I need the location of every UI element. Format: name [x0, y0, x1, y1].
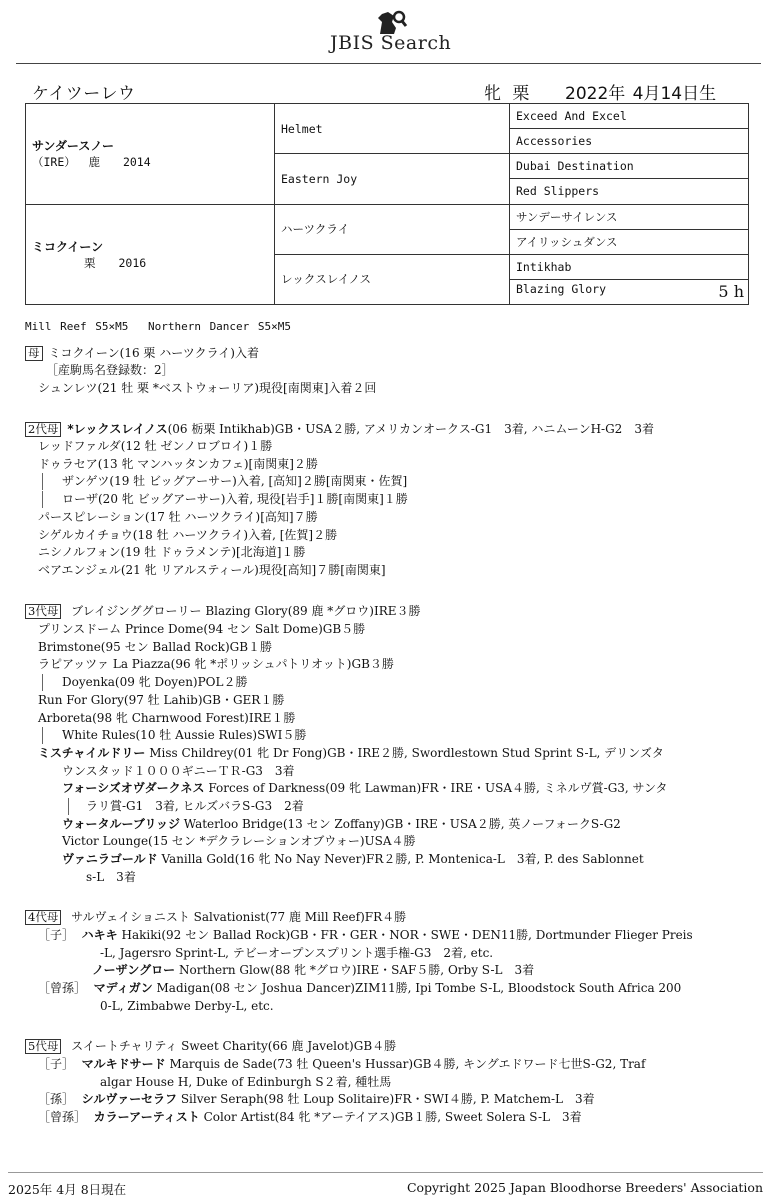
hybrid-coefficient: 5 h [718, 282, 744, 302]
gen3-victor-lounge[interactable]: Victor Lounge(15 セン *デクラレーションオブウォー)USA４勝 [62, 834, 416, 848]
gen2-dam-name[interactable]: *レックスレイノス [67, 422, 168, 436]
gen3-waterloo-bridge [62, 816, 621, 833]
gen4-kind-child: ［子］ [38, 928, 75, 942]
gen2-line-4[interactable]: ローザ(20 牝 ビッグアーサー)入着, 現役[岩手]１勝[南関東]１勝 [62, 492, 408, 506]
sire-detail: （IRE） 鹿 2014 [32, 155, 151, 170]
pedigree-g3-1[interactable]: Exceed And Excel [510, 104, 749, 129]
gen3-line-5[interactable]: Run For Glory(97 牡 Lahib)GB・GER１勝 [38, 693, 285, 707]
pedigree-sire-sire[interactable]: Helmet [275, 104, 510, 154]
dam-line-1[interactable]: ミコクイーン(16 栗 ハーツクライ)入着 [48, 346, 259, 360]
fd-detail: Forces of Darkness(09 牝 Lawman)FR・IRE・USA４勝, ミネルヴ賞-G3, サンタ [204, 781, 668, 795]
pedigree-g3-2[interactable]: Accessories [510, 129, 749, 154]
footer-date: 2025年 4月 8日現在 [8, 1182, 127, 1197]
ss-name[interactable]: シルヴァーセラフ [81, 1092, 177, 1106]
gen5-kind-grandchild: ［孫］ [38, 1092, 75, 1106]
wb-name[interactable]: ウォータルーブリッジ [62, 817, 180, 831]
lineage-bar [42, 491, 43, 508]
gen5-ms-cont: algar House H, Duke of Edinburgh S２着, 種牡馬 [100, 1075, 392, 1089]
dam-line-2: ［産駒馬名登録数：2］ [46, 363, 174, 377]
lineage-bar [42, 727, 43, 744]
gen4-northern-glow [92, 962, 534, 979]
pedigree-g3-4[interactable]: Red Slippers [510, 179, 749, 204]
gen5-kind-child: ［子］ [38, 1057, 75, 1071]
hk-name[interactable]: ハキキ [81, 928, 118, 942]
logo-jbis: JBIS [330, 32, 375, 54]
gen2-head [25, 421, 654, 438]
logo-search: Search [380, 32, 452, 54]
ca-name[interactable]: カラーアーティスト [93, 1110, 200, 1124]
footer-divider [8, 1172, 763, 1173]
md-name[interactable]: マディガン [93, 981, 153, 995]
gen4-hakiki [38, 927, 693, 944]
gen5-tag: 5代母 [25, 1039, 61, 1054]
wb-detail: Waterloo Bridge(13 セン Zoffany)GB・IRE・USA２勝, 英ノーフォークS-G2 [179, 817, 621, 831]
mc-detail: Miss Childrey(01 牝 Dr Fong)GB・IRE２勝, Swordlestown Stud Sprint S-L, デリンズタ [145, 746, 664, 760]
horse-name: ケイツーレウ [32, 84, 136, 104]
gen4-kind-greatgrandchild: ［曾孫］ [38, 981, 87, 995]
pedigree-table [25, 103, 749, 305]
gen3-forces-of-darkness [62, 780, 667, 797]
pedigree-dam-sire[interactable]: ハーツクライ [275, 204, 510, 254]
header-divider [16, 63, 761, 64]
gen2-line-1[interactable]: レッドファルダ(12 牡 ゼンノロブロイ)１勝 [38, 439, 273, 453]
fd-name[interactable]: フォーシズオヴダークネス [62, 781, 205, 795]
gen3-dam[interactable]: ブレイジンググローリー Blazing Glory(89 鹿 *グロウ)IRE３勝 [71, 604, 421, 618]
gen3-line-6[interactable]: Arboreta(98 牝 Charnwood Forest)IRE１勝 [38, 711, 296, 725]
gen4-tag: 4代母 [25, 910, 61, 925]
vg-detail: Vanilla Gold(16 牝 No Nay Never)FR２勝, P. Montenica-L 3着, P. des Sablonnet [157, 852, 644, 866]
gen3-line-2[interactable]: Brimstone(95 セン Ballad Rock)GB１勝 [38, 640, 273, 654]
gen4-md-cont: 0-L, Zimbabwe Derby-L, etc. [100, 999, 274, 1013]
ng-detail: Northern Glow(88 牝 *グロウ)IRE・SAF５勝, Orby S-L 3着 [175, 963, 535, 977]
gen3-line-4[interactable]: Doyenka(09 牝 Doyen)POL２勝 [62, 675, 248, 689]
gen5-color-artist [38, 1109, 582, 1126]
gen3-miss-childrey [38, 745, 664, 762]
vg-name[interactable]: ヴァニラゴールド [62, 852, 158, 866]
dam-section-head [25, 345, 259, 362]
pedigree-sire [26, 104, 275, 205]
dam-detail: 栗 2016 [84, 255, 147, 270]
hk-detail: Hakiki(92 セン Ballad Rock)GB・FR・GER・NOR・SWE・DEN11勝, Dortmunder Flieger Preis [117, 928, 693, 942]
gen2-line-2[interactable]: ドゥラセア(13 牝 マンハッタンカフェ)[南関東]２勝 [38, 457, 318, 471]
gen2-line-5[interactable]: パースピレーション(17 牡 ハーツクライ)[高知]７勝 [38, 510, 318, 524]
pedigree-g3-6[interactable]: アイリッシュダンス [510, 229, 749, 254]
gen3-mc-cont: ウンスタッド１０００ギニーＴＲ-G3 3着 [62, 764, 295, 778]
gen3-vanilla-gold [62, 851, 644, 868]
mc-name[interactable]: ミスチャイルドリー [38, 746, 146, 760]
jbis-logo[interactable] [310, 8, 470, 54]
gen5-silver-seraph [38, 1091, 595, 1108]
gen5-kind-greatgrandchild: ［曾孫］ [38, 1110, 87, 1124]
horse-sex-color: 牝 栗 [484, 84, 530, 104]
dam-line-3[interactable]: シュンレツ(21 牡 栗 *ベストウォーリア)現役[南関東]入着２回 [38, 381, 377, 395]
gen2-line-3[interactable]: ザンゲツ(19 牡 ビッグアーサー)入着, [高知]２勝[南関東・佐賀] [62, 474, 408, 488]
gen2-dam-detail: (06 栃栗 Intikhab)GB・USA２勝, アメリカンオークス-G1 3着, ハニムーンH-G2 3着 [167, 422, 654, 436]
gen4-madigan [38, 980, 681, 997]
ca-detail: Color Artist(84 牝 *アーテイアス)GB１勝, Sweet Solera S-L 3着 [199, 1110, 582, 1124]
gen3-head [25, 603, 421, 620]
gen3-line-3[interactable]: ラピアッツァ La Piazza(96 牝 *ポリッシュパトリオット)GB３勝 [38, 657, 394, 671]
ss-detail: Silver Seraph(98 牡 Loup Solitaire)FR・SWI４勝, P. Matchem-L 3着 [177, 1092, 595, 1106]
gen4-hk-cont: -L, Jagersro Sprint-L, テビーオープンスプリント選手権-G3 2着, etc. [100, 946, 494, 960]
gen2-line-7[interactable]: ニシノルフォン(19 牡 ドゥラメンテ)[北海道]１勝 [38, 545, 306, 559]
g3-8-name[interactable]: Blazing Glory [516, 282, 607, 297]
pedigree-g3-7[interactable]: Intikhab [510, 254, 749, 279]
gen5-marquis-de-sade [38, 1056, 645, 1073]
pedigree-g3-3[interactable]: Dubai Destination [510, 154, 749, 179]
gen2-tag: 2代母 [25, 422, 61, 437]
ms-detail: Marquis de Sade(73 牡 Queen's Hussar)GB４勝, キングエドワード七世S-G2, Traf [165, 1057, 646, 1071]
gen3-line-7[interactable]: White Rules(10 牡 Aussie Rules)SWI５勝 [62, 728, 307, 742]
dam-tag: 母 [25, 346, 43, 361]
pedigree-g3-8[interactable] [510, 279, 749, 304]
lineage-bar [42, 473, 43, 490]
dam-name[interactable]: ミコクイーン [32, 239, 104, 254]
inbreeding-line: Mill Reef S5×M5 Northern Dancer S5×M5 [25, 320, 292, 333]
gen5-dam[interactable]: スイートチャリティ Sweet Charity(66 鹿 Javelot)GB４勝 [71, 1039, 397, 1053]
ms-name[interactable]: マルキドサード [81, 1057, 166, 1071]
lineage-bar [42, 674, 43, 691]
sire-name[interactable]: サンダースノー [32, 139, 114, 154]
gen3-line-1[interactable]: プリンスドーム Prince Dome(94 セン Salt Dome)GB５勝 [38, 622, 366, 636]
horse-birth-date: 2022年 4月14日生 [565, 84, 717, 104]
gen5-head [25, 1038, 396, 1055]
gen4-dam[interactable]: サルヴェイショニスト Salvationist(77 鹿 Mill Reef)FR４勝 [71, 910, 407, 924]
pedigree-dam-dam[interactable]: レックスレイノス [275, 254, 510, 304]
lineage-bar [68, 798, 69, 815]
gen3-fd-cont: ラリ賞-G1 3着, ヒルズバラS-G3 2着 [86, 799, 304, 813]
gen2-line-8[interactable]: ベアエンジェル(21 牝 リアルスティール)現役[高知]７勝[南関東] [38, 563, 386, 577]
gen4-head [25, 909, 406, 926]
gen3-tag: 3代母 [25, 604, 61, 619]
pedigree-dam [26, 204, 275, 305]
md-detail: Madigan(08 セン Joshua Dancer)ZIM11勝, Ipi Tombe S-L, Bloodstock South Africa 200 [152, 981, 682, 995]
gen3-vg-cont: s-L 3着 [86, 870, 136, 884]
footer-copyright: Copyright 2025 Japan Bloodhorse Breeders' Association [406, 1180, 763, 1195]
pedigree-g3-5[interactable]: サンデーサイレンス [510, 204, 749, 229]
pedigree-sire-dam[interactable]: Eastern Joy [275, 154, 510, 204]
ng-name[interactable]: ノーザングロー [92, 963, 176, 977]
gen2-line-6[interactable]: シゲルカイチョウ(18 牡 ハーツクライ)入着, [佐賀]２勝 [38, 528, 338, 542]
